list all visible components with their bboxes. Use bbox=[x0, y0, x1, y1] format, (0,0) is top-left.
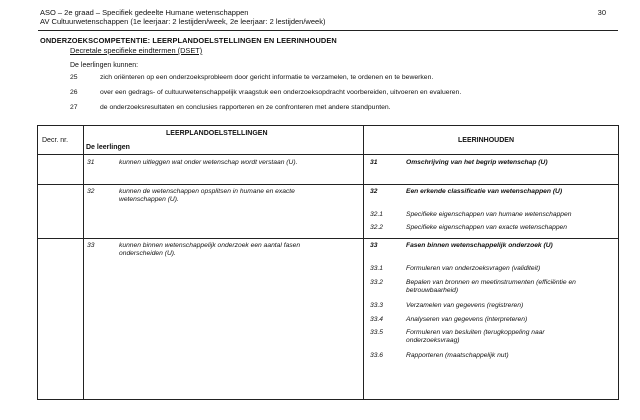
inhoud-number: 33.5 bbox=[370, 329, 384, 336]
inhoud-text: Bepalen van bronnen en meetinstrumenten (efficiëntie en betrouwbaarheid) bbox=[406, 279, 576, 294]
column-divider bbox=[83, 126, 84, 399]
goal-number: 26 bbox=[70, 89, 78, 96]
inhoud-text: Een erkende classificatie van wetenschappen (U) bbox=[406, 188, 563, 195]
doel-number: 33 bbox=[87, 242, 95, 249]
goals-intro: De leerlingen kunnen: bbox=[70, 62, 139, 69]
inhoud-number: 32.1 bbox=[370, 211, 384, 218]
inhoud-number: 31 bbox=[370, 159, 378, 166]
header-divider bbox=[38, 30, 618, 31]
header-line-2: AV Cultuurwetenschappen (1e leerjaar: 2 lestijden/week, 2e leerjaar: 2 lestijden/week) bbox=[40, 17, 326, 26]
doel-number: 32 bbox=[87, 188, 95, 195]
column-header-leerinhouden: LEERINHOUDEN bbox=[458, 137, 515, 144]
goal-text: over een gedrags- of cultuurwetenschappelijk vraagstuk een onderzoeksopdracht voorbereiden, uitvoeren en evalueren. bbox=[100, 89, 462, 96]
inhoud-number: 33.4 bbox=[370, 316, 384, 323]
inhoud-text: Analyseren van gegevens (interpreteren) bbox=[406, 316, 528, 323]
inhoud-number: 32 bbox=[370, 188, 378, 195]
section-subtitle: Decretale specifieke eindtermen (DSET) bbox=[70, 46, 203, 55]
inhoud-number: 33.1 bbox=[370, 265, 384, 272]
inhoud-number: 33 bbox=[370, 242, 378, 249]
goal-text: de onderzoeksresultaten en conclusies rapporteren en ze confronteren met andere standpunten. bbox=[100, 104, 391, 111]
inhoud-text: Formuleren van onderzoeksvragen (validiteit) bbox=[406, 265, 541, 272]
goal-item bbox=[70, 74, 433, 81]
inhoud-number: 32.2 bbox=[370, 224, 384, 231]
doel-text: kunnen uitleggen wat onder wetenschap wordt verstaan (U). bbox=[119, 159, 298, 166]
inhoud-number: 33.6 bbox=[370, 352, 384, 359]
goal-item bbox=[70, 104, 391, 111]
inhoud-text: Fasen binnen wetenschappelijk onderzoek (U) bbox=[406, 242, 553, 249]
inhoud-text: Specifieke eigenschappen van humane wetenschappen bbox=[406, 211, 572, 218]
inhoud-text: Specifieke eigenschappen van exacte wetenschappen bbox=[406, 224, 567, 231]
inhoud-number: 33.3 bbox=[370, 302, 384, 309]
header-row-divider bbox=[38, 154, 618, 155]
goal-item bbox=[70, 89, 461, 96]
page-number: 30 bbox=[597, 8, 606, 17]
column-header-doelstellingen: LEERPLANDOELSTELLINGEN bbox=[166, 130, 268, 137]
header-line-1: ASO – 2e graad – Specifiek gedeelte Humane wetenschappen bbox=[40, 8, 249, 17]
curriculum-table bbox=[37, 125, 619, 400]
document-header bbox=[40, 8, 325, 26]
goal-number: 25 bbox=[70, 74, 78, 81]
row-divider bbox=[38, 184, 618, 185]
section-title: ONDERZOEKSCOMPETENTIE: LEERPLANDOELSTELLINGEN EN LEERINHOUDEN bbox=[40, 36, 337, 45]
inhoud-text: Verzamelen van gegevens (registreren) bbox=[406, 302, 524, 309]
inhoud-number: 33.2 bbox=[370, 279, 384, 286]
doel-number: 31 bbox=[87, 159, 95, 166]
doel-text: kunnen binnen wetenschappelijk onderzoek een aantal fasen onderscheiden (U). bbox=[119, 242, 301, 257]
row-divider bbox=[38, 238, 618, 239]
column-header-decr: Decr. nr. bbox=[42, 137, 69, 144]
goal-text: zich oriënteren op een onderzoeksprobleem door gericht informatie te verzamelen, te ordenen en te bewerken. bbox=[100, 74, 434, 81]
doel-text: kunnen de wetenschappen opsplitsen in humane en exacte wetenschappen (U). bbox=[119, 188, 295, 203]
column-divider bbox=[363, 126, 364, 399]
inhoud-text: Omschrijving van het begrip wetenschap (U) bbox=[406, 159, 548, 166]
inhoud-text: Formuleren van besluiten (terugkoppeling naar onderzoeksvraag) bbox=[406, 329, 545, 344]
inhoud-text: Rapporteren (maatschappelijk nut) bbox=[406, 352, 509, 359]
column-subheader-leerlingen: De leerlingen bbox=[86, 144, 130, 151]
goal-number: 27 bbox=[70, 104, 78, 111]
